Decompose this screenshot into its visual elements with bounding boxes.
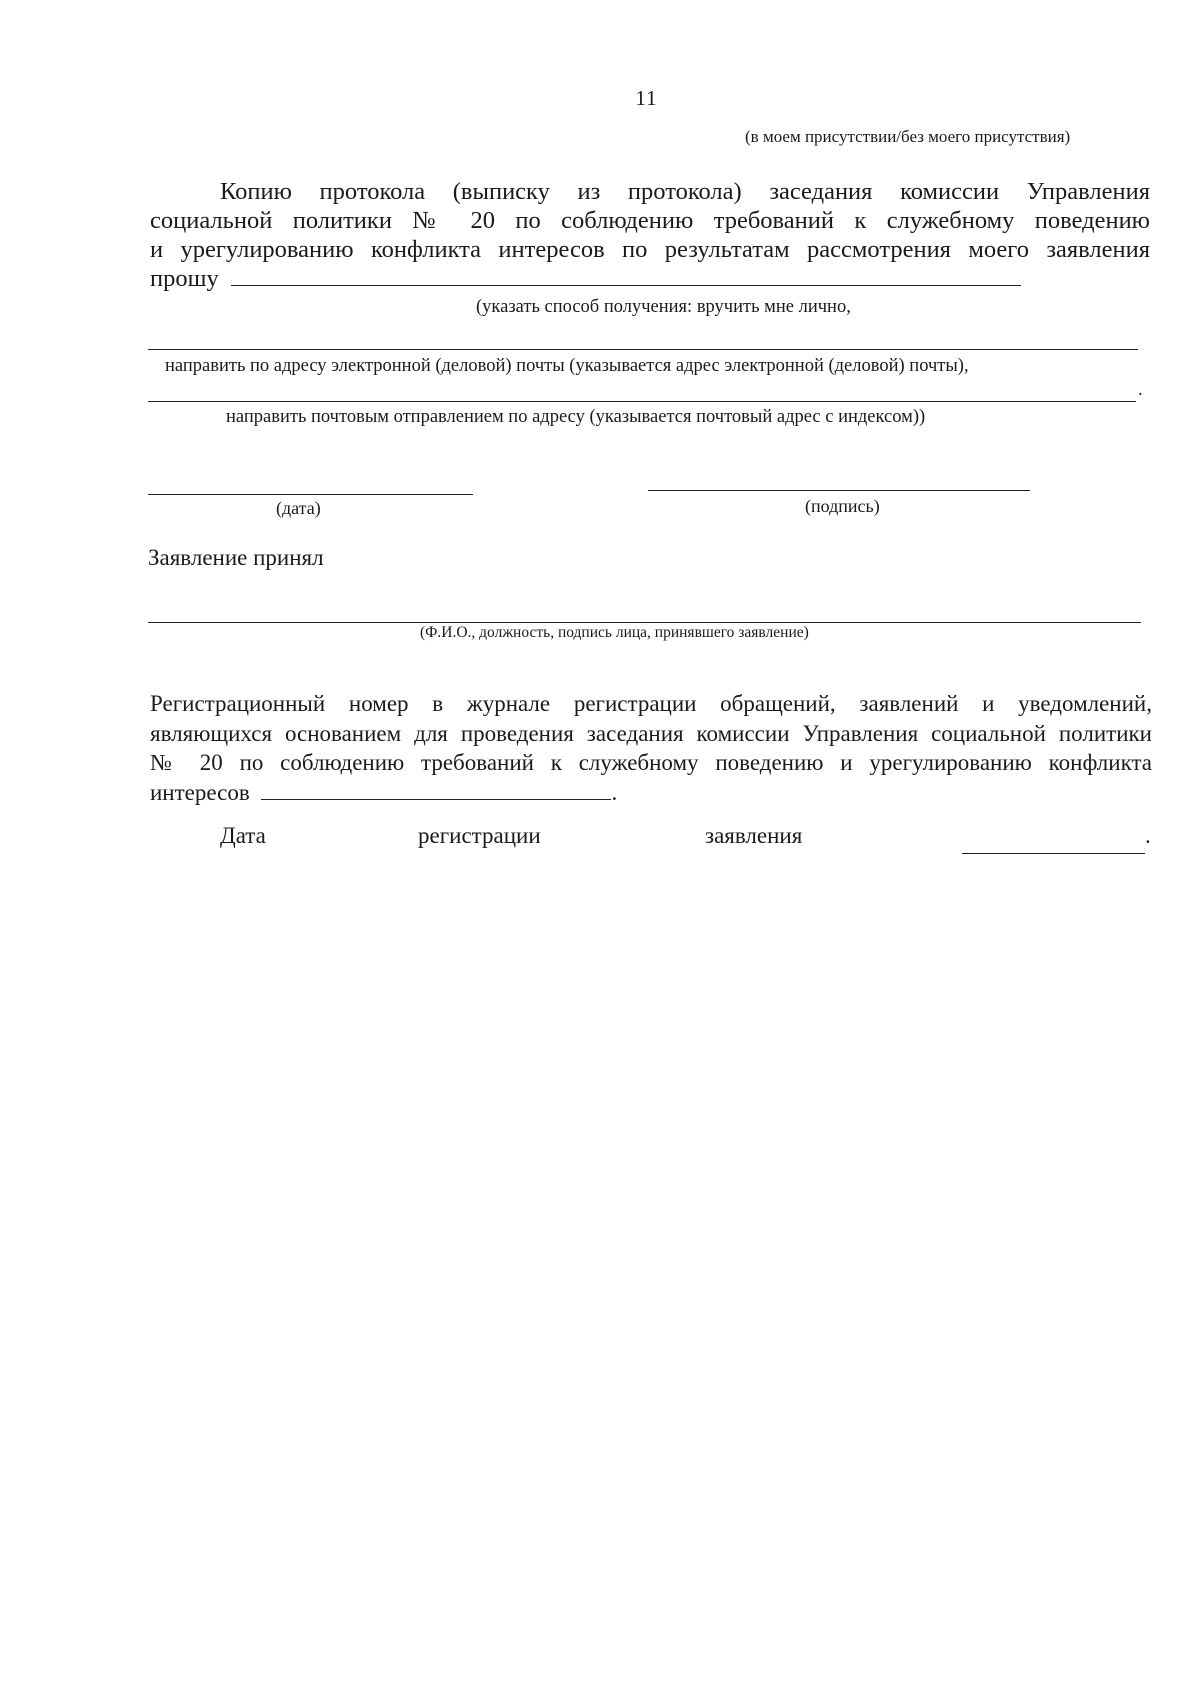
delivery-hint-2: направить по адресу электронной (деловой) почты (указывается адрес электронной (деловой) почты), [165, 356, 969, 376]
date-caption: (дата) [276, 498, 321, 518]
signature-caption: (подпись) [805, 496, 880, 516]
registration-number-field[interactable] [261, 797, 611, 800]
date-field-line[interactable] [148, 494, 473, 495]
request-paragraph [150, 177, 1150, 293]
signature-field-line[interactable] [648, 490, 1030, 491]
registration-line-3: № 20 по соблюдению требований к служебному поведению и урегулированию конфликта [150, 750, 1152, 775]
registration-line-1: Регистрационный номер в журнале регистрации обращений, заявлений и уведомлений, [150, 691, 1152, 716]
request-line-4 [150, 264, 1150, 293]
registration-date-word-3: заявления [705, 823, 803, 848]
registration-prefix: интересов [150, 779, 250, 805]
received-label: Заявление принял [148, 545, 324, 570]
registration-date-period: . [1145, 823, 1151, 848]
page-number: 11 [635, 86, 658, 110]
delivery-hint-1: (указать способ получения: вручить мне лично, [476, 297, 851, 317]
delivery-field-line-2[interactable] [148, 401, 1136, 402]
presence-note: (в моем присутствии/без моего присутствия) [745, 127, 1071, 146]
delivery-line-end-period: . [1138, 380, 1143, 400]
registration-period: . [611, 779, 618, 805]
request-line-3: и урегулированию конфликта интересов по результатам рассмотрения моего заявления [150, 236, 1150, 263]
registration-date-word-1: Дата [220, 823, 266, 848]
delivery-field-line-1[interactable] [148, 349, 1138, 350]
receiver-caption: (Ф.И.О., должность, подпись лица, принявшего заявление) [420, 624, 809, 641]
request-line-2: социальной политики № 20 по соблюдению требований к служебному поведению [150, 207, 1150, 234]
request-prefix: прошу [150, 265, 219, 292]
delivery-method-field[interactable] [231, 283, 1021, 286]
registration-date-word-2: регистрации [418, 823, 541, 848]
receiver-field-line[interactable] [148, 622, 1141, 623]
registration-paragraph [150, 689, 1152, 807]
request-line-1: Копию протокола (выписку из протокола) заседания комиссии Управления [220, 178, 1150, 205]
registration-date-field[interactable] [962, 853, 1145, 854]
delivery-hint-3: направить почтовым отправлением по адресу (указывается почтовый адрес с индексом)) [226, 407, 926, 427]
registration-line-4 [150, 778, 1152, 808]
registration-line-2: являющихся основанием для проведения заседания комиссии Управления социальной политики [150, 720, 1152, 746]
